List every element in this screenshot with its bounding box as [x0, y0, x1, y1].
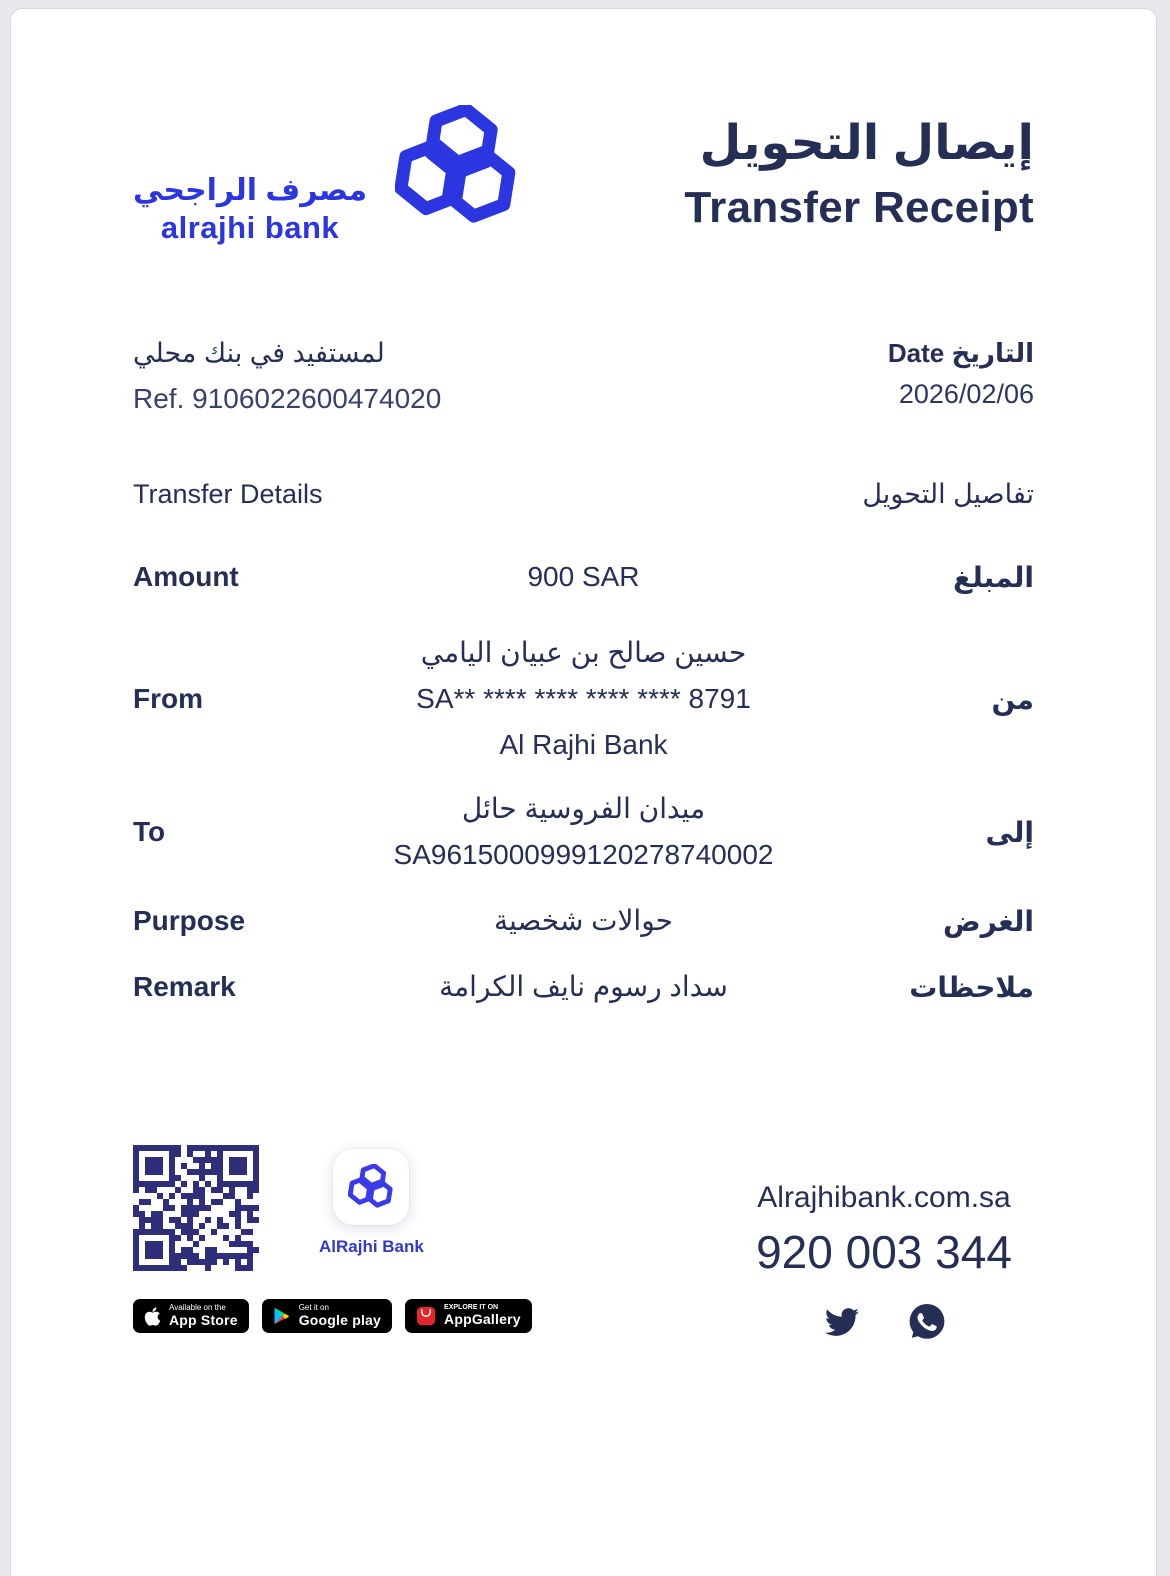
remark-row	[133, 964, 1034, 1010]
remark-label-en: Remark	[133, 971, 236, 1002]
title-english: Transfer Receipt	[684, 183, 1034, 232]
badge-big-label: AppGallery	[444, 1311, 521, 1328]
from-label-en: From	[133, 683, 203, 714]
amount-value: 900 SAR	[527, 561, 640, 592]
amount-row	[133, 554, 1034, 600]
beneficiary-note: لمستفيد في بنك محلي	[133, 338, 385, 368]
header	[133, 105, 1034, 246]
details-header-row	[133, 479, 1034, 510]
purpose-label-en: Purpose	[133, 905, 246, 936]
google-play-badge[interactable]	[262, 1299, 392, 1333]
purpose-value: حوالات شخصية	[494, 905, 673, 936]
phone-number: 920 003 344	[756, 1226, 1012, 1278]
to-row	[133, 786, 1034, 878]
title-arabic: إيصال التحويل	[699, 117, 1034, 170]
receipt-card	[10, 8, 1157, 1576]
beneficiary-name: ميدان الفروسية حائل	[461, 793, 706, 824]
purpose-row	[133, 898, 1034, 944]
amount-label-en: Amount	[133, 561, 239, 592]
badge-big-label: Google play	[298, 1311, 382, 1328]
apple-icon	[144, 1306, 161, 1327]
website-text: Alrajhibank.com.sa	[757, 1181, 1011, 1214]
alrajhi-logo	[133, 105, 519, 246]
sender-masked-account: SA** **** **** **** **** 8791	[416, 683, 751, 714]
qr-code	[133, 1145, 259, 1271]
app-name-label: AlRajhi Bank	[319, 1237, 424, 1256]
app-store-badge[interactable]	[133, 1299, 249, 1333]
contact-block	[734, 1145, 1034, 1341]
sender-name: حسين صالح بن عبيان اليامي	[420, 637, 747, 668]
purpose-label-ar: الغرض	[943, 905, 1034, 937]
badge-small-label: EXPLORE IT ON	[444, 1304, 499, 1312]
badge-big-label: App Store	[169, 1311, 238, 1328]
logo-wordmark	[133, 173, 367, 246]
beneficiary-iban: SA9615000999120278740002	[393, 839, 774, 870]
alrajhi-app-icon	[333, 1149, 409, 1225]
amount-label-ar: المبلغ	[953, 561, 1034, 593]
details-header-ar: تفاصيل التحويل	[862, 479, 1034, 509]
badge-small-label: Get it on	[298, 1302, 329, 1312]
twitter-icon[interactable]	[822, 1305, 862, 1339]
appgallery-icon	[416, 1306, 436, 1326]
to-label-en: To	[133, 816, 166, 847]
google-play-icon	[273, 1306, 291, 1326]
remark-label-ar: ملاحظات	[909, 971, 1034, 1003]
whatsapp-icon[interactable]	[908, 1303, 946, 1341]
alrajhi-emblem-icon	[395, 105, 519, 229]
date-block	[888, 338, 1034, 410]
date-value: 2026/02/06	[898, 379, 1034, 409]
logo-latin-text: alrajhi bank	[160, 210, 340, 245]
meta-row	[133, 338, 1034, 415]
beneficiary-block	[133, 338, 441, 415]
store-badges	[133, 1299, 532, 1333]
reference-number: Ref. 9106022600474020	[133, 383, 442, 414]
transfer-details-section	[133, 479, 1034, 1010]
to-label-ar: إلى	[985, 816, 1034, 848]
page-title	[684, 105, 1034, 233]
date-label: التاريخ Date	[887, 338, 1034, 368]
from-row	[133, 630, 1034, 768]
footer	[133, 1145, 1034, 1341]
from-label-ar: من	[991, 683, 1034, 715]
logo-arabic-text: مصرف الراجحي	[133, 174, 368, 207]
appgallery-badge[interactable]	[405, 1299, 532, 1333]
remark-value: سداد رسوم نايف الكرامة	[439, 971, 728, 1002]
badge-small-label: Available on the	[169, 1302, 226, 1312]
app-promo	[319, 1145, 424, 1257]
details-header-en: Transfer Details	[133, 479, 323, 509]
sender-bank: Al Rajhi Bank	[499, 729, 668, 760]
